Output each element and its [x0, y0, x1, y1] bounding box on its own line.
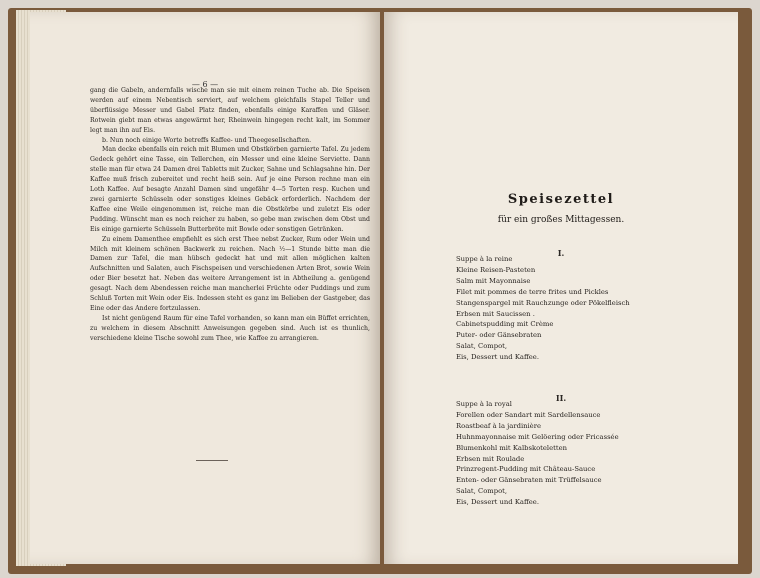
paragraph: Ist nicht genügend Raum für eine Tafel vorhanden, so kann man ein Büffet errichten, zu welchem in diesem Abschnitt Anweisungen gegeben sind. Auch ist es thunlich, verschiedene kleine Tische sowohl zum Thee, wie Kaffee zu arrangieren. [90, 314, 370, 342]
menu-list-2 [456, 399, 619, 508]
menu-item: Prinzregent-Pudding mit Château-Sauce [456, 465, 596, 474]
menu-item: Salat, Compot, [456, 342, 508, 351]
menu-item: Salat, Compot, [456, 487, 508, 496]
menu-title: Speisezettel [507, 192, 615, 207]
paragraph: Man decke ebenfalls ein reich mit Blumen und Obstkörben garnierte Tafel. Zu jedem Gedeck gehört eine Tasse, ein Tellerchen, ein Messer und eine kleine Serviette. Dann stelle man für etwa 24 Damen drei Tabletts mit Zucker, Sahne und Schlagsahne hin. Der Kaffee muß frisch zubereitet und recht heiß sein. Auf je eine Person rechne man ein Loth Kaffee. Auf besagte Anzahl Damen sind ungefähr 4—5 Torten resp. Kuchen und zwei garnierte Schüsseln oder sonstiges kleines Gebäck erforderlich. Nachdem der Kaffee eine Weile eingenommen ist, reiche man die Obstkörbe und zuletzt Eis oder Pudding. Wünscht man es noch reicher zu haben, so gebe man zwischen dem Obst und Eis einige garnierte Schüsseln Butterbröte mit Bowle oder sonstigen Getränken. [90, 146, 370, 233]
menu-item: Enten- oder Gänsebraten mit Trüffelsauce [456, 476, 602, 485]
menu-item: Blumenkohl mit Kalbskoteletten [456, 443, 567, 452]
menu-item: Suppe à la reine [456, 255, 513, 263]
menu-item: Filet mit pommes de terre frites und Pickles [456, 287, 609, 296]
menu-item: Roastbeaf à la jardinière [456, 421, 541, 430]
menu-item: Stangenspargel mit Rauchzunge oder Pökelfleisch [456, 298, 630, 307]
menu-item: Forellen oder Sandart mit Sardellensauce [456, 410, 601, 419]
page-number: — 6 — [191, 80, 219, 89]
menu-item: Erbsen mit Saucissen . [456, 309, 535, 318]
menu-item: Cabinetspudding mit Crème [456, 320, 554, 329]
menu-subtitle: für ein großes Mittagessen. [497, 215, 625, 225]
paragraph: b. Nun noch einige Worte betreffs Kaffee- und Theegesellschaften. [102, 136, 312, 144]
menu-item: Eis, Dessert und Kaffee. [456, 498, 539, 507]
paragraph: Zu einem Damenthee empfiehlt es sich erst Thee nebst Zucker, Rum oder Wein und Milch mit kleinem schönen Backwerk zu reichen. Nach ½—1 Stunde bitte man die Damen zur Tafel, die man hübsch gedeckt hat und mit allen möglichen kalten Aufschnitten und Salaten, auch Fischspeisen und verschiedenen Arten Brot, sowie Wein oder Bier besetzt hat. Neben das weitere Arrangement ist in Abtheilung a. genügend gesagt. Nach dem Abendessen reiche man mancherlei Früchte oder Puddings und zum Schluß Torten mit Wein oder Eis. Indessen steht es ganz im Belieben der Gastgeber, das Eine oder das Andere fortzulassen. [90, 235, 370, 312]
menu-item: Suppe à la royal [456, 400, 512, 408]
menu-item: Eis, Dessert und Kaffee. [456, 353, 539, 362]
section-numeral-2: II. [555, 393, 567, 403]
paragraph: gang die Gabeln, andernfalls wische man sie mit einem reinen Tuche ab. Die Speisen werden auf einem Nebentisch serviert, auf welchem gleichfalls Stapel Teller und überflüssige Messer und Gabel Platz finden, ebenfalls einige Karaffen und Gläser. Rotwein giebt man etwas angewärmt her, Rheinwein hingegen recht kalt, im Sommer legt man ihn auf Eis. [90, 87, 370, 134]
menu-item: Erbsen mit Roulade [456, 454, 525, 463]
section-numeral-1: I. [557, 248, 565, 258]
menu-item: Kleine Reisen-Pasteten [456, 265, 536, 274]
menu-item: Huhnmayonnaise mit Gelöering oder Fricassée [456, 432, 619, 441]
menu-item: Salm mit Mayonnaise [456, 276, 531, 285]
section-divider [196, 460, 228, 461]
menu-item: Puter- oder Gänsebraten [456, 331, 542, 340]
menu-list-1 [456, 254, 630, 363]
left-page-text [90, 86, 370, 344]
